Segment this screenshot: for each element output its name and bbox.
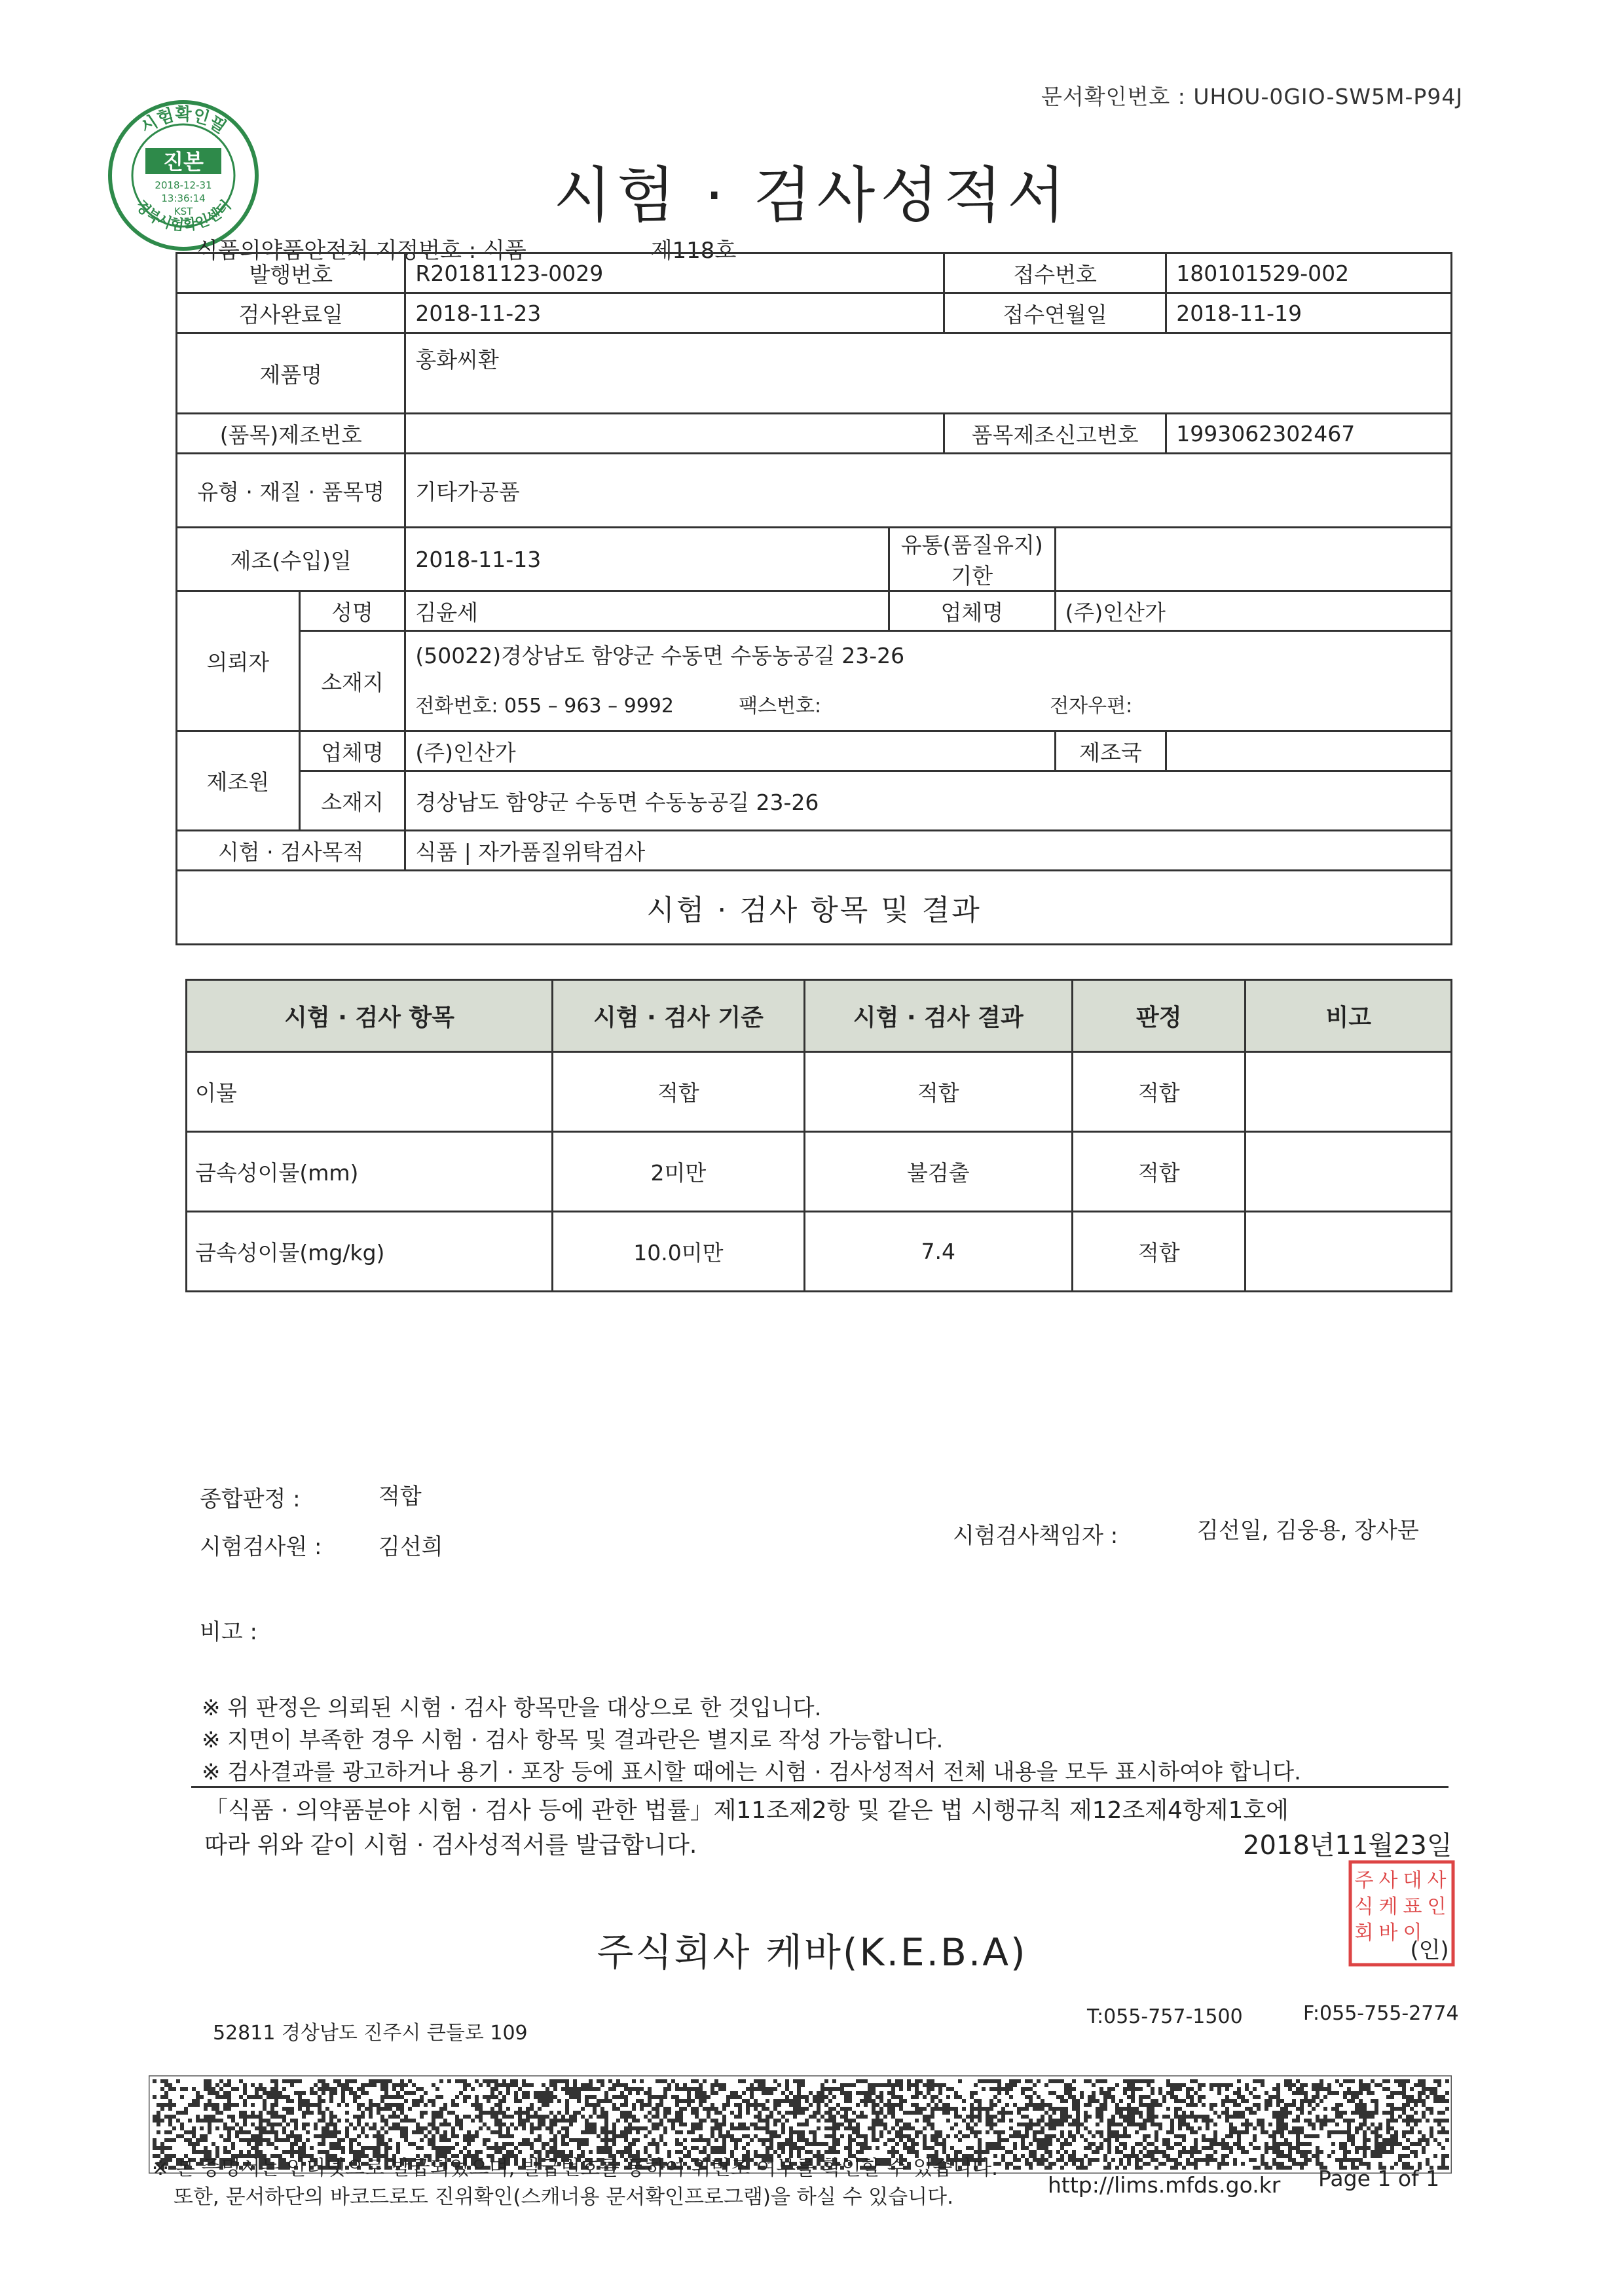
legal-line-1: 「식품 · 의약품분야 시험 · 검사 등에 관한 법률」제11조제2항 및 같은 법 시행규칙 제12조제4항제1호에 <box>204 1797 1289 1824</box>
divider <box>191 1786 1449 1788</box>
page-number: Page 1 of 1 <box>1318 2166 1440 2191</box>
report-no-label: 품목제조신고번호 <box>944 414 1166 454</box>
seal-date: 2018-12-31 <box>155 179 212 191</box>
footer-fax: F:055-755-2774 <box>1303 2002 1459 2025</box>
expiry-value <box>1055 528 1451 591</box>
overall-value: 적합 <box>378 1484 422 1510</box>
stamp-char: 회 <box>1354 1922 1374 1944</box>
type-value: 기타가공품 <box>405 454 1452 528</box>
mfg-date: 2018-11-13 <box>405 528 889 591</box>
client-addr-label: 소재지 <box>299 631 405 731</box>
stamp-char: 주 <box>1354 1869 1374 1892</box>
manager-label: 시험검사책임자 : <box>953 1523 1118 1549</box>
complete-date-label: 검사완료일 <box>177 293 405 333</box>
header-result: 시험 · 검사 결과 <box>804 980 1072 1052</box>
legal-line-2: 따라 위와 같이 시험 · 검사성적서를 발급합니다. <box>204 1832 697 1859</box>
seal-top-text: 시험확인필 <box>137 105 230 138</box>
product-name: 홍화씨환 <box>405 333 1452 414</box>
row-item: 금속성이물(mm) <box>187 1132 553 1212</box>
client-label: 의뢰자 <box>177 591 300 731</box>
footnote-2: 또한, 문서하단의 바코드로도 진위확인(스캐너용 문서확인프로그램)을 하실 수 있습니다. <box>174 2185 953 2209</box>
mfg-no-label: (품목)제조번호 <box>177 414 405 454</box>
issue-date: 2018년11월23일 <box>1243 1831 1452 1861</box>
country-value <box>1166 731 1452 771</box>
maker-company: (주)인산가 <box>405 731 1055 771</box>
stamp-char: 사 <box>1378 1869 1398 1892</box>
client-name: 김윤세 <box>405 591 889 631</box>
row-remark <box>1246 1212 1452 1292</box>
info-table <box>175 252 1452 945</box>
row-verdict: 적합 <box>1072 1212 1246 1292</box>
row-standard: 10.0미만 <box>553 1212 804 1292</box>
stamp-char: 사 <box>1427 1869 1447 1892</box>
inspector-name: 김선희 <box>378 1534 443 1560</box>
product-label: 제품명 <box>177 333 405 414</box>
receipt-date-label: 접수연월일 <box>944 293 1166 333</box>
row-remark <box>1246 1132 1452 1212</box>
company-seal <box>1348 1859 1456 1967</box>
row-result: 적합 <box>804 1052 1072 1132</box>
note-line: ※ 지면이 부족한 경우 시험 · 검사 항목 및 결과란은 별지로 작성 가능합니다. <box>202 1727 944 1753</box>
row-standard: 적합 <box>553 1052 804 1132</box>
purpose-value: 식품 | 자가품질위탁검사 <box>405 831 1452 871</box>
mfg-no <box>405 414 944 454</box>
header-remark: 비고 <box>1246 980 1452 1052</box>
client-tel: 전화번호: 055 – 963 – 9992 <box>415 694 674 718</box>
seal-zone: KST <box>174 206 193 217</box>
table-row <box>187 1132 1452 1212</box>
header-item: 시험 · 검사 항목 <box>187 980 553 1052</box>
maker-addr-label: 소재지 <box>299 771 405 831</box>
client-address: (50022)경상남도 함양군 수동면 수동농공길 23-26 <box>405 631 1452 678</box>
row-item: 이물 <box>187 1052 553 1132</box>
manager-names: 김선일, 김웅용, 장사문 <box>1197 1518 1419 1544</box>
document-title: 시험 · 검사성적서 <box>553 160 1071 230</box>
row-standard: 2미만 <box>553 1132 804 1212</box>
footnote-1: ※ 본 증명서는 인터넷으로 발급되었으며, 발급번호를 통하여 위변조 여부를 확인할 수 있습니다. <box>152 2157 999 2180</box>
row-item: 금속성이물(mg/kg) <box>187 1212 553 1292</box>
table-row <box>187 1212 1452 1292</box>
seal-bottom-text: 경북시험확인센터 <box>132 197 235 234</box>
designation-label: 식품의약품안전처 지정번호 : 식품 <box>196 238 526 264</box>
stamp-char: 이 <box>1403 1922 1422 1944</box>
client-name-label: 성명 <box>299 591 405 631</box>
expiry-label: 유통(품질유지)기한 <box>889 528 1056 591</box>
row-result: 7.4 <box>804 1212 1072 1292</box>
issuer-company: 주식회사 케바(K.E.B.A) <box>597 1930 1027 1975</box>
client-email: 전자우편: <box>1050 694 1133 718</box>
receipt-date: 2018-11-19 <box>1166 293 1452 333</box>
report-no: 1993062302467 <box>1166 414 1452 454</box>
receipt-no: 180101529-002 <box>1166 253 1452 293</box>
verification-url[interactable]: http://lims.mfds.go.kr <box>1048 2172 1281 2198</box>
stamp-char: 표 <box>1403 1895 1422 1918</box>
header-verdict: 판정 <box>1072 980 1246 1052</box>
type-label: 유형 · 재질 · 품목명 <box>177 454 405 528</box>
maker-address: 경상남도 함양군 수동면 수동농공길 23-26 <box>405 771 1452 831</box>
seal-time: 13:36:14 <box>161 192 206 204</box>
results-title: 시험 · 검사 항목 및 결과 <box>177 871 1452 945</box>
results-table <box>185 979 1452 1292</box>
receipt-no-label: 접수번호 <box>944 253 1166 293</box>
row-verdict: 적합 <box>1072 1052 1246 1132</box>
maker-company-label: 업체명 <box>299 731 405 771</box>
overall-label: 종합판정 : <box>200 1486 301 1512</box>
issue-no: R20181123-0029 <box>405 253 944 293</box>
purpose-label: 시험 · 검사목적 <box>177 831 405 871</box>
designation-no: 제118호 <box>650 238 737 264</box>
stamp-char: 대 <box>1403 1869 1422 1892</box>
stamp-char: 인 <box>1427 1895 1447 1918</box>
remark-label: 비고 : <box>200 1619 257 1645</box>
row-verdict: 적합 <box>1072 1132 1246 1212</box>
stamp-char: 케 <box>1378 1895 1398 1918</box>
table-row <box>187 1052 1452 1132</box>
footer-tel: T:055-757-1500 <box>1087 2005 1243 2028</box>
issue-no-label: 발행번호 <box>177 253 405 293</box>
stamp-char: 바 <box>1378 1922 1398 1944</box>
country-label: 제조국 <box>1055 731 1166 771</box>
note-line: ※ 검사결과를 광고하거나 용기 · 포장 등에 표시할 때에는 시험 · 검사성적서 전체 내용을 모두 표시하여야 합니다. <box>202 1759 1301 1785</box>
mfg-date-label: 제조(수입)일 <box>177 528 405 591</box>
client-company: (주)인산가 <box>1055 591 1451 631</box>
header-standard: 시험 · 검사 기준 <box>553 980 804 1052</box>
footer-address: 52811 경상남도 진주시 큰들로 109 <box>213 2022 528 2045</box>
maker-label: 제조원 <box>177 731 300 831</box>
inspector-label: 시험검사원 : <box>200 1534 322 1560</box>
seal-center-text: 진본 <box>163 149 204 174</box>
notes <box>202 1692 1301 1789</box>
client-fax: 팩스번호: <box>739 694 822 718</box>
client-company-label: 업체명 <box>889 591 1056 631</box>
row-result: 불검출 <box>804 1132 1072 1212</box>
note-line: ※ 위 판정은 의뢰된 시험 · 검사 항목만을 대상으로 한 것입니다. <box>202 1695 822 1721</box>
complete-date: 2018-11-23 <box>405 293 944 333</box>
stamp-char: 식 <box>1354 1895 1374 1918</box>
row-remark <box>1246 1052 1452 1132</box>
stamp-in-text: (인) <box>1410 1937 1449 1963</box>
document-check-number: 문서확인번호 : UHOU-0GIO-SW5M-P94J <box>1041 84 1464 109</box>
